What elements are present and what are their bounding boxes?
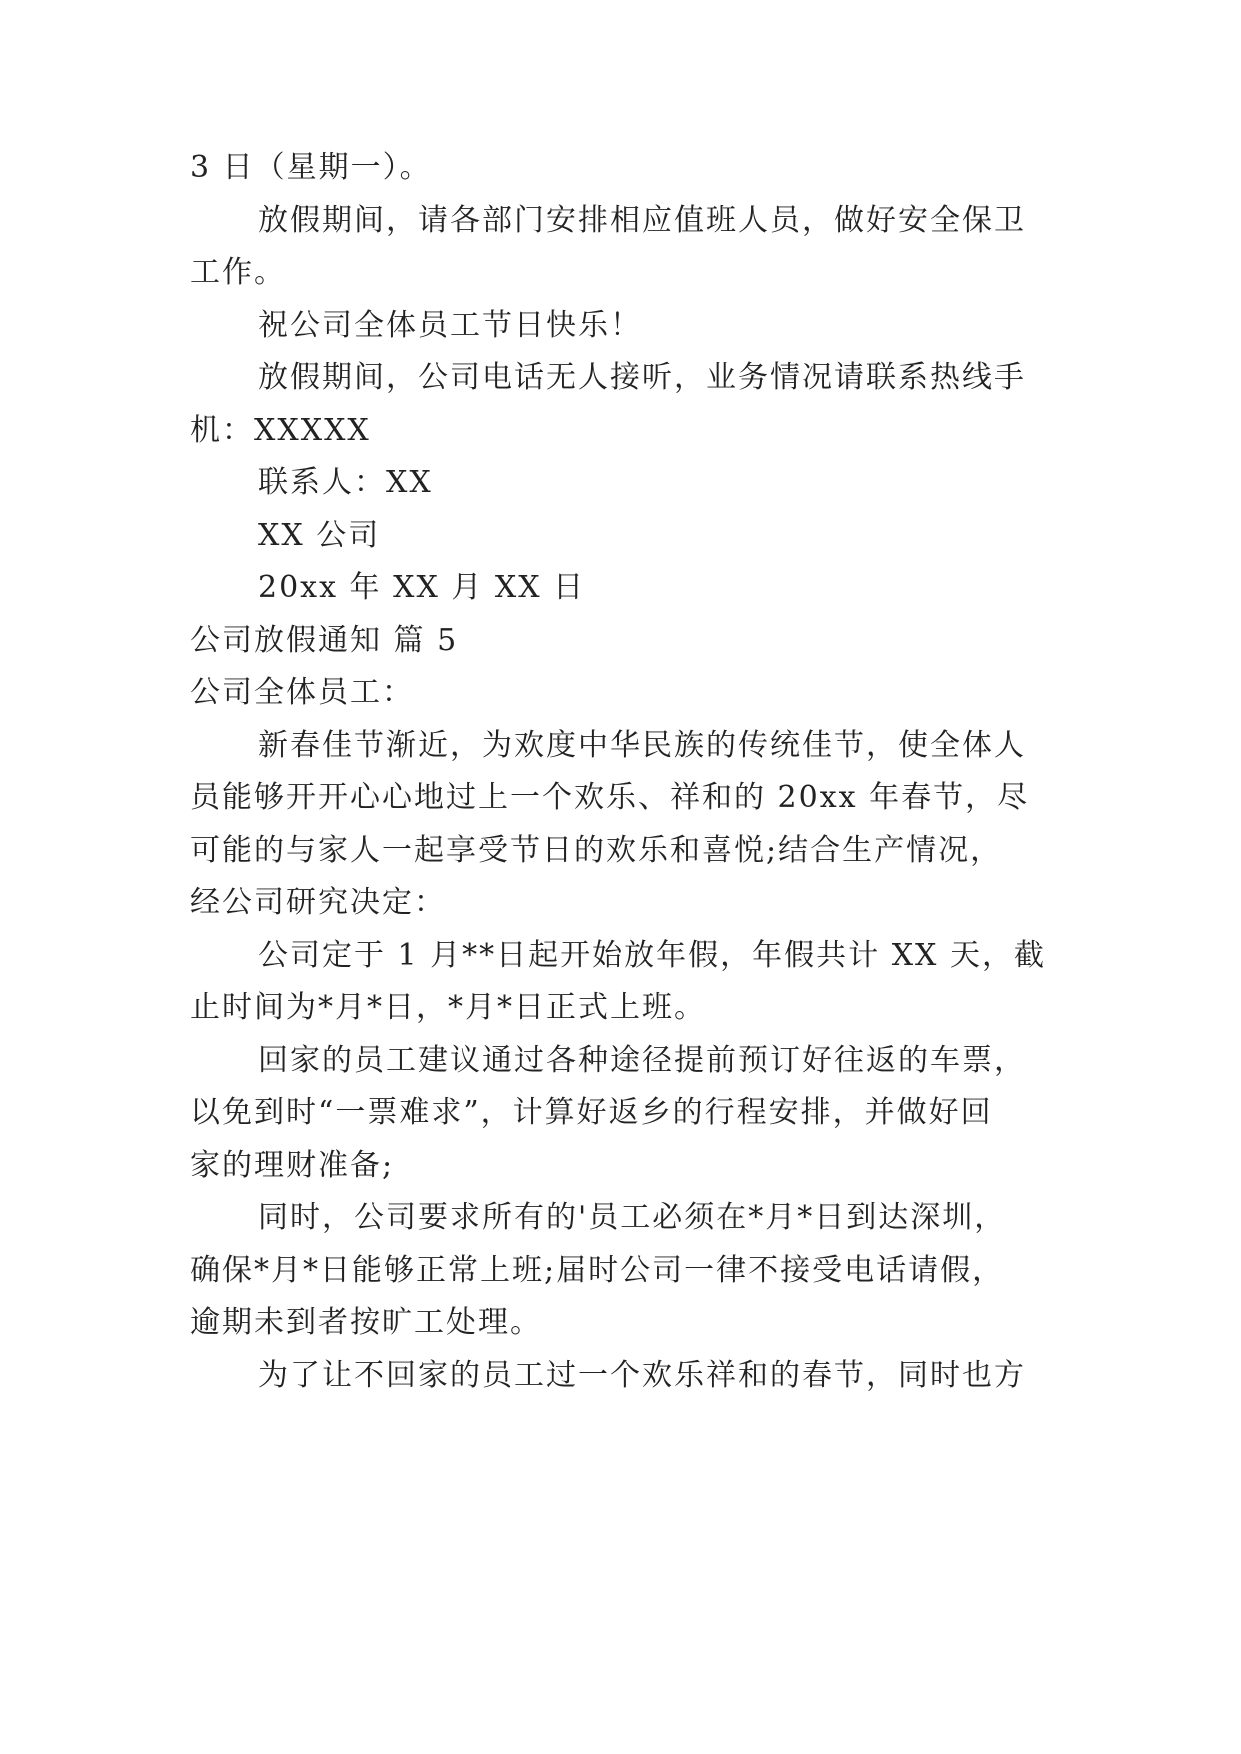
text-line: 止时间为*月*日，*月*日正式上班。 [190, 990, 706, 1025]
text-line: 工作。 [190, 255, 286, 290]
text-line: 联系人：XX [258, 465, 433, 500]
text-line: 公司定于 1 月**日起开始放年假，年假共计 XX 天，截 [258, 938, 1046, 973]
text-line: 以免到时“一票难求”，计算好返乡的行程安排，并做好回 [190, 1095, 993, 1130]
text-line: 回家的员工建议通过各种途径提前预订好往返的车票， [258, 1043, 1026, 1078]
text-line: 为了让不回家的员工过一个欢乐祥和的春节，同时也方 [258, 1358, 1026, 1393]
text-line: 放假期间，请各部门安排相应值班人员，做好安全保卫 [258, 203, 1026, 238]
text-line: 公司全体员工： [190, 675, 414, 710]
text-line: 可能的与家人一起享受节日的欢乐和喜悦;结合生产情况， [190, 833, 1003, 868]
text-line: 新春佳节渐近，为欢度中华民族的传统佳节，使全体人 [258, 728, 1026, 763]
text-line: 3 日（星期一）。 [190, 150, 432, 185]
text-line: XX 公司 [258, 518, 381, 553]
text-line: 同时，公司要求所有的'员工必须在*月*日到达深圳， [258, 1200, 1007, 1235]
section-heading: 公司放假通知 篇 5 [190, 623, 459, 658]
text-line: 祝公司全体员工节日快乐！ [258, 308, 642, 343]
text-line: 经公司研究决定： [190, 885, 446, 920]
text-line: 放假期间，公司电话无人接听，业务情况请联系热线手 [258, 360, 1026, 395]
text-line: 家的理财准备; [190, 1148, 395, 1183]
text-line: 逾期未到者按旷工处理。 [190, 1305, 542, 1340]
text-line: 20xx 年 XX 月 XX 日 [258, 570, 586, 605]
text-line: 确保*月*日能够正常上班;届时公司一律不接受电话请假， [190, 1253, 1005, 1288]
text-line: 机：XXXXX [190, 413, 371, 448]
text-line: 员能够开开心心地过上一个欢乐、祥和的 20xx 年春节，尽 [190, 780, 1030, 815]
